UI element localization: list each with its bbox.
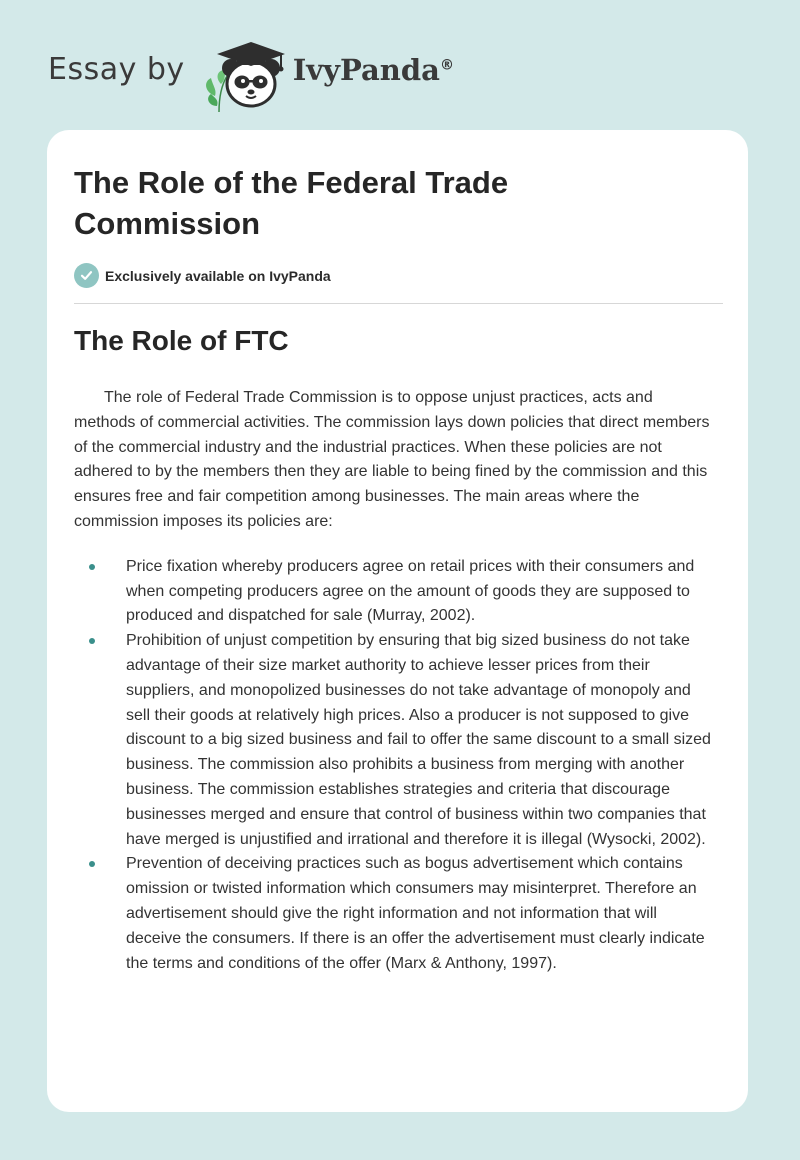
policy-list xyxy=(74,555,714,977)
list-item xyxy=(74,629,714,852)
list-item-text: Prevention of deceiving practices such as bogus advertisement which contains omission or twisted information which consumers may misinterpret. Therefore an advertisement should give the right information and not information that will deceive the consumers. If there is an offer the advertisement must clearly indicate the terms and conditions of the offer (Marx & Anthony, 1997). xyxy=(126,855,705,972)
exclusive-badge-label: Exclusively available on IvyPanda xyxy=(105,267,331,284)
divider xyxy=(74,303,723,304)
bullet-dot-icon xyxy=(89,638,95,644)
list-item-text: Prohibition of unjust competition by ensuring that big sized business do not take advantage of their size market authority to achieve lesser prices from their suppliers, and monopolized businesses do not take advantage of monopoly and sell their goods at relatively high prices. Also a producer is not supposed to give discount to a big sized business and fail to offer the same discount to a small sized business. The commission also prohibits a business from merging with another business. The commission establishes strategies and criteria that discourage businesses merged and ensure that control of business within two companies that have merged is unjustified and irrational and therefore it is illegal (Wysocki, 2002). xyxy=(126,632,711,848)
site-header xyxy=(48,34,454,114)
check-circle-icon xyxy=(74,263,99,288)
bullet-dot-icon xyxy=(89,564,95,570)
brand-name[interactable] xyxy=(293,53,454,87)
panda-mascot-icon xyxy=(201,34,293,114)
page-title: The Role of the Federal Trade Commission xyxy=(74,165,509,241)
section-heading: The Role of FTC xyxy=(74,325,289,356)
essay-card xyxy=(47,130,748,1112)
list-item-text: Price fixation whereby producers agree on retail prices with their consumers and when competing producers agree on the amount of goods they are supposed to produced and dispatched for sale (Murray, 2002). xyxy=(126,557,695,625)
brand-name-text: IvyPanda xyxy=(292,53,440,87)
exclusive-badge xyxy=(74,263,331,288)
essay-body xyxy=(74,386,714,976)
intro-paragraph: The role of Federal Trade Commission is to oppose unjust practices, acts and methods of commercial activities. The commission lays down policies that direct members of the commercial industry and the industrial practices. When these policies are not adhered to by the members then they are liable to being fined by the commission and this ensures free and fair competition among businesses. The main areas where the commission imposes its policies are: xyxy=(74,389,710,530)
brand-prefix: Essay by xyxy=(48,51,185,87)
list-item xyxy=(74,852,714,976)
registered-mark: ® xyxy=(439,57,454,74)
list-item xyxy=(74,555,714,629)
bullet-dot-icon xyxy=(89,861,95,867)
